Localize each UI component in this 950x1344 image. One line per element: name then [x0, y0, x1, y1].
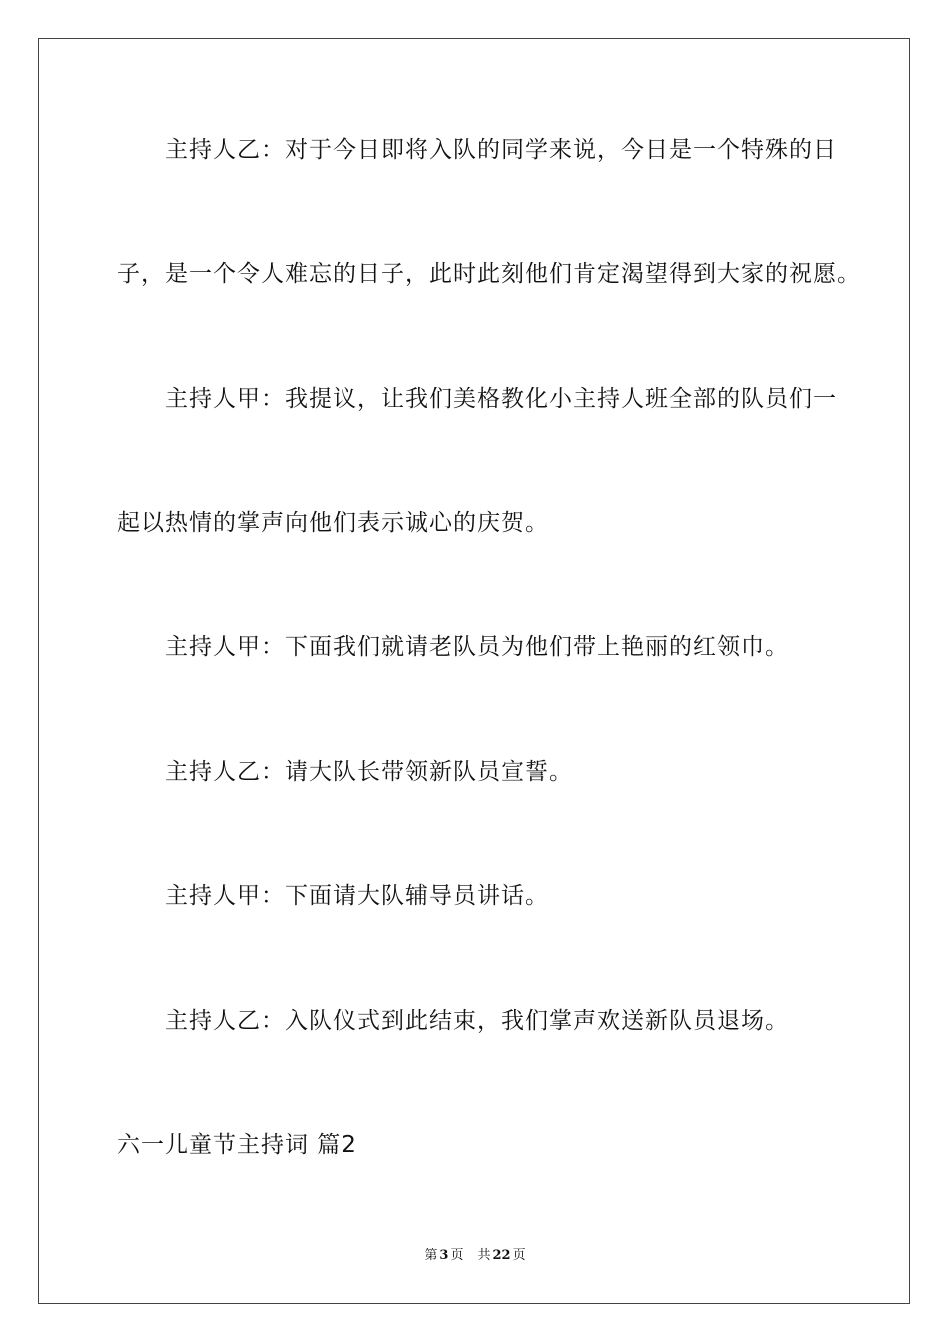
section-heading: 六一儿童节主持词 篇2 — [117, 1132, 357, 1158]
page-suffix: 页 — [450, 1248, 464, 1263]
page-footer — [0, 1247, 950, 1265]
total-prefix: 共 — [477, 1248, 491, 1263]
paragraph-5: 主持人甲：下面请大队辅导员讲话。 — [165, 883, 549, 909]
paragraph-1-line-2: 子，是一个令人难忘的日子，此时此刻他们肯定渴望得到大家的祝愿。 — [117, 261, 861, 287]
paragraph-4: 主持人乙：请大队长带领新队员宣誓。 — [165, 759, 573, 785]
page-border — [38, 38, 910, 1304]
paragraph-1-line-1: 主持人乙：对于今日即将入队的同学来说，今日是一个特殊的日 — [165, 137, 837, 163]
paragraph-3: 主持人甲：下面我们就请老队员为他们带上艳丽的红领巾。 — [165, 634, 789, 660]
page-prefix: 第 — [424, 1248, 438, 1263]
paragraph-2-line-2: 起以热情的掌声向他们表示诚心的庆贺。 — [117, 510, 549, 536]
paragraph-2-line-1: 主持人甲：我提议，让我们美格教化小主持人班全部的队员们一 — [165, 386, 837, 412]
paragraph-6: 主持人乙：入队仪式到此结束，我们掌声欢送新队员退场。 — [165, 1008, 789, 1034]
total-suffix: 页 — [512, 1248, 526, 1263]
total-pages: 22 — [492, 1248, 511, 1263]
page-number: 3 — [439, 1248, 449, 1263]
